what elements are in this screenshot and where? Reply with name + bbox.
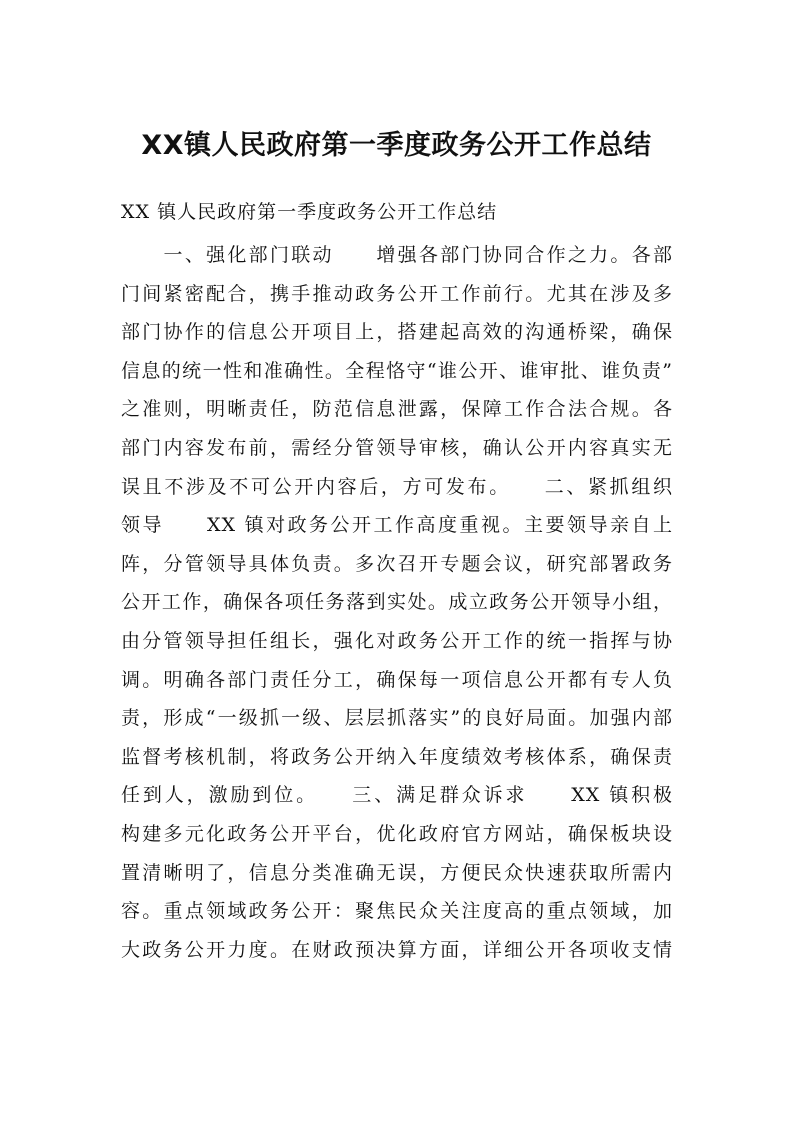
body-line: 门间紧密配合，携手推动政务公开工作前行。尤其在涉及多 bbox=[121, 282, 673, 305]
document-title: XX镇人民政府第一季度政务公开工作总结 bbox=[141, 130, 652, 161]
body-line: 由分管领导担任组长，强化对政务公开工作的统一指挥与协 bbox=[121, 629, 673, 652]
body-line: 置清晰明了，信息分类准确无误，方便民众快速获取所需内 bbox=[121, 861, 673, 884]
body-line: 监督考核机制，将政务公开纳入年度绩效考核体系，确保责 bbox=[121, 745, 673, 768]
body-line: 任到人，激励到位。 三、满足群众诉求 XX 镇积极 bbox=[121, 784, 673, 807]
body-line: 一、强化部门联动 增强各部门协同合作之力。各部 bbox=[121, 244, 673, 266]
body-line: 容。重点领域政务公开：聚焦民众关注度高的重点领域，加 bbox=[121, 900, 673, 923]
document-subtitle: XX 镇人民政府第一季度政务公开工作总结 bbox=[121, 201, 498, 223]
body-line: 责，形成“一级抓一级、层层抓落实”的良好局面。加强内部 bbox=[121, 707, 673, 730]
body-line: 阵，分管领导具体负责。多次召开专题会议，研究部署政务 bbox=[121, 552, 673, 575]
body-line: 大政务公开力度。在财政预决算方面，详细公开各项收支情 bbox=[121, 938, 673, 961]
body-line: 部门内容发布前，需经分管领导审核，确认公开内容真实无 bbox=[121, 436, 673, 459]
body-line: 之准则，明晰责任，防范信息泄露，保障工作合法合规。各 bbox=[121, 398, 673, 421]
body-line: 公开工作，确保各项任务落到实处。成立政务公开领导小组， bbox=[121, 591, 673, 614]
body-line: 误且不涉及不可公开内容后，方可发布。 二、紧抓组织 bbox=[121, 475, 673, 498]
body-line: 部门协作的信息公开项目上，搭建起高效的沟通桥梁，确保 bbox=[121, 321, 673, 344]
body-line: 信息的统一性和准确性。全程恪守“谁公开、谁审批、谁负责” bbox=[121, 359, 673, 382]
document-body bbox=[121, 236, 673, 969]
body-line: 调。明确各部门责任分工，确保每一项信息公开都有专人负 bbox=[121, 668, 673, 691]
body-line: 构建多元化政务公开平台，优化政府官方网站，确保板块设 bbox=[121, 822, 673, 845]
body-line: 领导 XX 镇对政务公开工作高度重视。主要领导亲自上 bbox=[121, 514, 673, 537]
